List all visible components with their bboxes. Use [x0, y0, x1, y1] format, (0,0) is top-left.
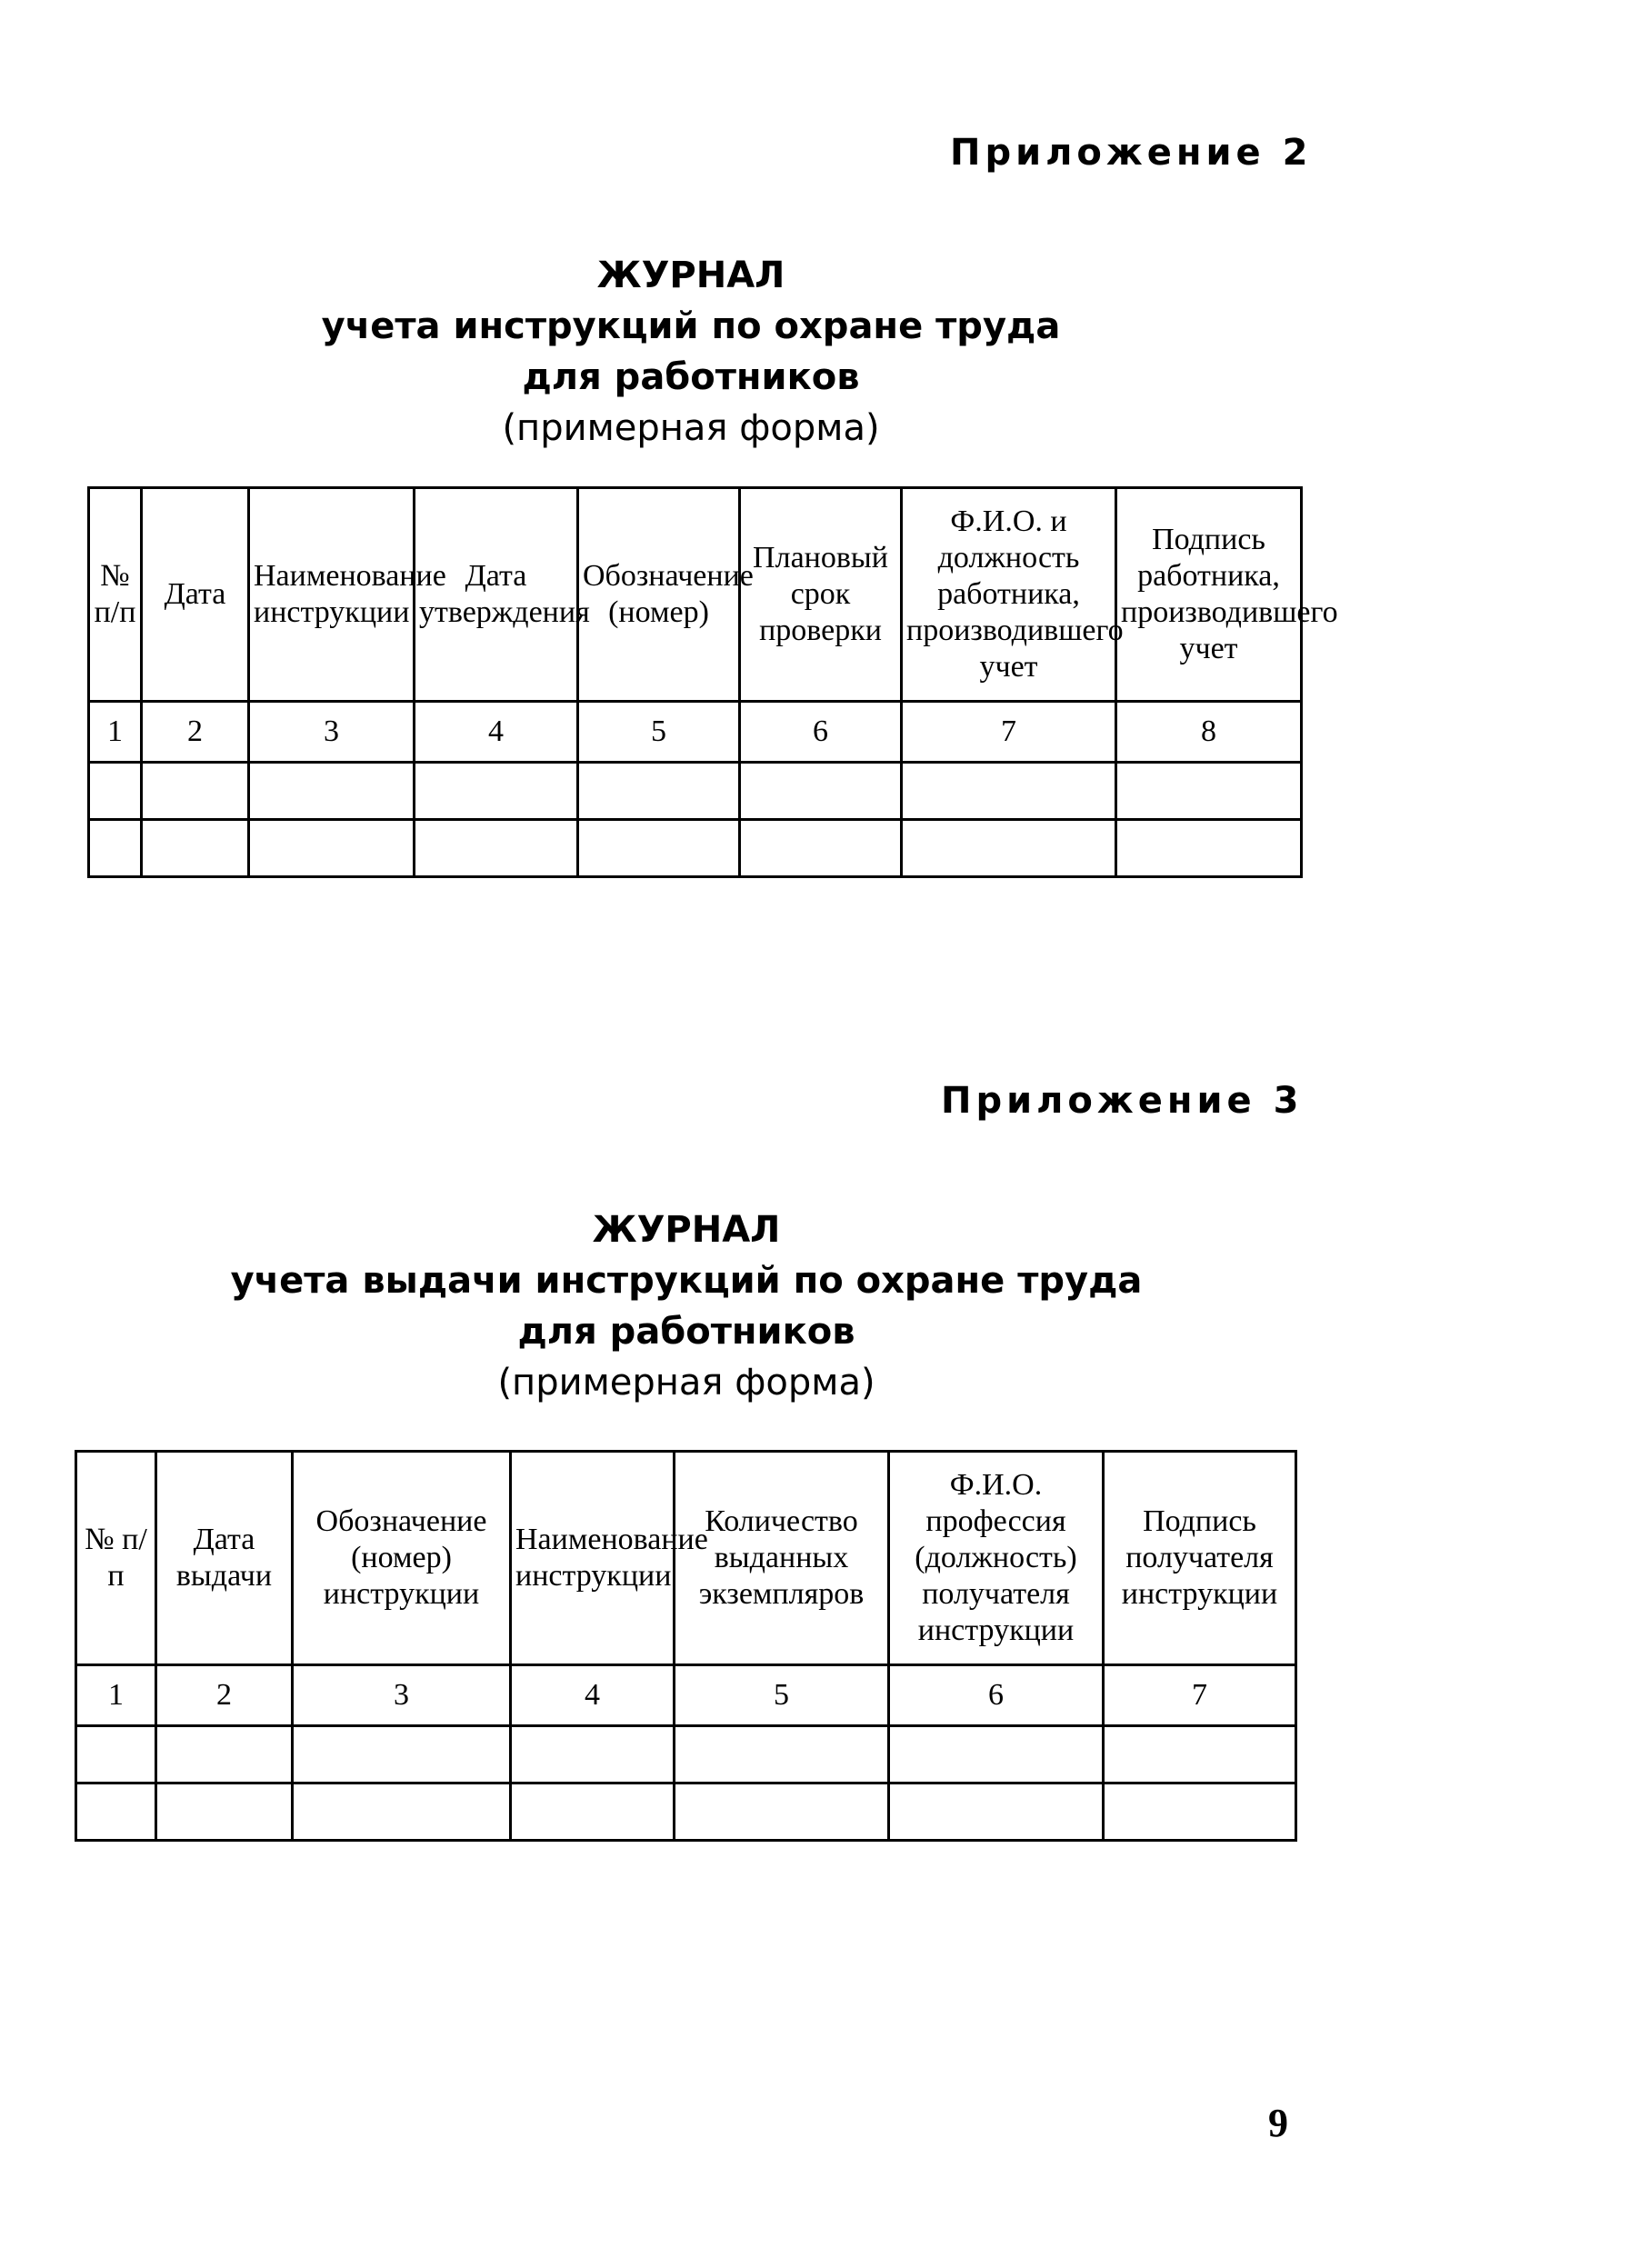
- empty-cell: [415, 763, 578, 820]
- col-header-recipient-signature: Подпись получателя инструкции: [1104, 1452, 1296, 1665]
- empty-cell: [675, 1783, 889, 1841]
- empty-cell: [76, 1726, 156, 1783]
- appendix-3-title-block: [218, 1204, 1155, 1408]
- empty-cell: [889, 1726, 1104, 1783]
- col-header-instruction-name: Наименование инструкции: [249, 488, 415, 702]
- empty-cell: [142, 820, 249, 877]
- journal-subtitle: учета инструкций по охране труда: [321, 305, 1061, 347]
- col-header-designation: Обозначение (номер) инструкции: [293, 1452, 511, 1665]
- empty-cell: [902, 763, 1116, 820]
- col-number: 5: [578, 702, 740, 763]
- col-header-recorder-signature: Подпись работника, производившего учет: [1116, 488, 1302, 702]
- journal-subtitle-workers: для работников: [522, 356, 860, 398]
- col-header-issue-date: Дата выдачи: [156, 1452, 293, 1665]
- table-numbers-row: [89, 702, 1302, 763]
- col-number: 3: [249, 702, 415, 763]
- col-header-copies-count: Количество выданных экземпляров: [675, 1452, 889, 1665]
- empty-cell: [249, 820, 415, 877]
- empty-cell: [511, 1726, 675, 1783]
- col-number: 1: [89, 702, 142, 763]
- empty-cell: [902, 820, 1116, 877]
- col-header-recorder-name: Ф.И.О. и должность работника, производившего учет: [902, 488, 1116, 702]
- table-row: [76, 1726, 1296, 1783]
- table-header-row: [89, 488, 1302, 702]
- appendix-2-label: Приложение 2: [950, 132, 1313, 174]
- col-number: 5: [675, 1665, 889, 1726]
- form-note: (примерная форма): [497, 1362, 875, 1404]
- col-number: 2: [156, 1665, 293, 1726]
- empty-cell: [1104, 1726, 1296, 1783]
- empty-cell: [76, 1783, 156, 1841]
- table-row: [76, 1783, 1296, 1841]
- col-number: 7: [1104, 1665, 1296, 1726]
- table-row: [89, 820, 1302, 877]
- journal-title: ЖУРНАЛ: [596, 255, 785, 296]
- empty-cell: [1104, 1783, 1296, 1841]
- empty-cell: [740, 820, 902, 877]
- col-header-number: № п/п: [89, 488, 142, 702]
- empty-cell: [293, 1783, 511, 1841]
- empty-cell: [249, 763, 415, 820]
- col-header-number: № п/п: [76, 1452, 156, 1665]
- journal-subtitle: учета выдачи инструкций по охране труда: [230, 1260, 1143, 1302]
- empty-cell: [1116, 820, 1302, 877]
- page-number: 9: [1268, 2101, 1288, 2145]
- journal-title: ЖУРНАЛ: [592, 1209, 781, 1251]
- col-number: 3: [293, 1665, 511, 1726]
- empty-cell: [675, 1726, 889, 1783]
- empty-cell: [415, 820, 578, 877]
- empty-cell: [89, 820, 142, 877]
- empty-cell: [142, 763, 249, 820]
- appendix-2-journal-table: [87, 486, 1338, 878]
- col-number: 6: [889, 1665, 1104, 1726]
- empty-cell: [511, 1783, 675, 1841]
- col-number: 7: [902, 702, 1116, 763]
- empty-cell: [740, 763, 902, 820]
- table-row: [89, 763, 1302, 820]
- appendix-3-label: Приложение 3: [941, 1080, 1304, 1122]
- journal-subtitle-workers: для работников: [517, 1311, 855, 1353]
- empty-cell: [578, 820, 740, 877]
- appendix-2-title-block: [273, 250, 1109, 454]
- col-header-approval-date: Дата утверждения: [415, 488, 578, 702]
- empty-cell: [1116, 763, 1302, 820]
- col-number: 4: [511, 1665, 675, 1726]
- col-header-review-term: Плановый срок проверки: [740, 488, 902, 702]
- appendix-3-journal-table: [75, 1450, 1297, 1842]
- empty-cell: [889, 1783, 1104, 1841]
- empty-cell: [578, 763, 740, 820]
- col-header-instruction-name: Наименование инструкции: [511, 1452, 675, 1665]
- col-number: 1: [76, 1665, 156, 1726]
- empty-cell: [293, 1726, 511, 1783]
- form-note: (примерная форма): [502, 407, 880, 449]
- table-numbers-row: [76, 1665, 1296, 1726]
- empty-cell: [156, 1783, 293, 1841]
- empty-cell: [89, 763, 142, 820]
- col-number: 4: [415, 702, 578, 763]
- col-header-date: Дата: [142, 488, 249, 702]
- col-number: 8: [1116, 702, 1302, 763]
- empty-cell: [156, 1726, 293, 1783]
- col-header-designation: Обозначение (номер): [578, 488, 740, 702]
- table-header-row: [76, 1452, 1296, 1665]
- col-header-recipient-name: Ф.И.О. профессия (должность) получателя инструкции: [889, 1452, 1104, 1665]
- col-number: 6: [740, 702, 902, 763]
- col-number: 2: [142, 702, 249, 763]
